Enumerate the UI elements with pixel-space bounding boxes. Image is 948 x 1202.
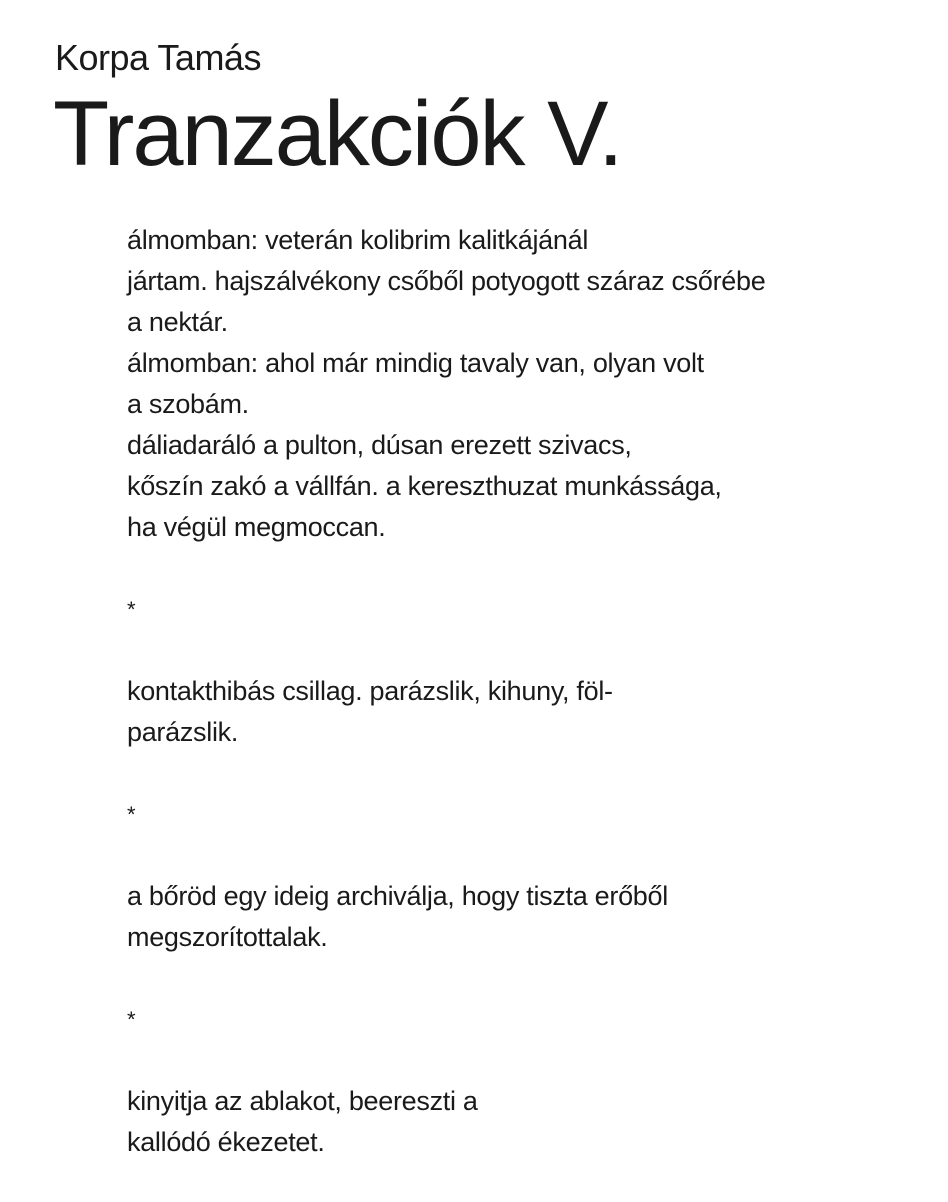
poem-line: kallódó ékezetet.: [127, 1127, 325, 1157]
stanza-separator: *: [127, 1007, 136, 1032]
stanza-separator: *: [127, 597, 136, 622]
poem-line: kőszín zakó a vállfán. a kereszthuzat munkássága,: [127, 471, 722, 501]
stanza-gap: [127, 753, 927, 794]
poem-line: a bőröd egy ideig archiválja, hogy tiszta erőből: [127, 881, 668, 911]
poem-line: a nektár.: [127, 307, 228, 337]
poem-line: álmomban: veterán kolibrim kalitkájánál: [127, 225, 589, 255]
poem-line: jártam. hajszálvékony csőből potyogott száraz csőrébe: [127, 266, 766, 296]
poem-line: parázslik.: [127, 717, 239, 747]
stanza-gap: [127, 548, 927, 589]
poem-title: Tranzakciók V.: [53, 83, 622, 185]
poem-line: megszorítottalak.: [127, 922, 328, 952]
stanza-gap: [127, 958, 927, 999]
poem-body: [127, 220, 927, 1163]
stanza-3: [127, 876, 927, 958]
stanza-2: [127, 671, 927, 753]
poem-line: kontakthibás csillag. parázslik, kihuny, föl-: [127, 676, 613, 706]
stanza-gap: [127, 630, 927, 671]
author-name: Korpa Tamás: [55, 37, 261, 78]
poem-line: álmomban: ahol már mindig tavaly van, olyan volt: [127, 348, 704, 378]
stanza-4: [127, 1081, 927, 1163]
poem-line: dáliadaráló a pulton, dúsan erezett szivacs,: [127, 430, 632, 460]
stanza-separator: *: [127, 802, 136, 827]
poem-line: ha végül megmoccan.: [127, 512, 386, 542]
stanza-gap: [127, 1040, 927, 1081]
stanza-1: [127, 220, 927, 548]
poem-line: kinyitja az ablakot, beereszti a: [127, 1086, 478, 1116]
poem-line: a szobám.: [127, 389, 249, 419]
stanza-gap: [127, 835, 927, 876]
